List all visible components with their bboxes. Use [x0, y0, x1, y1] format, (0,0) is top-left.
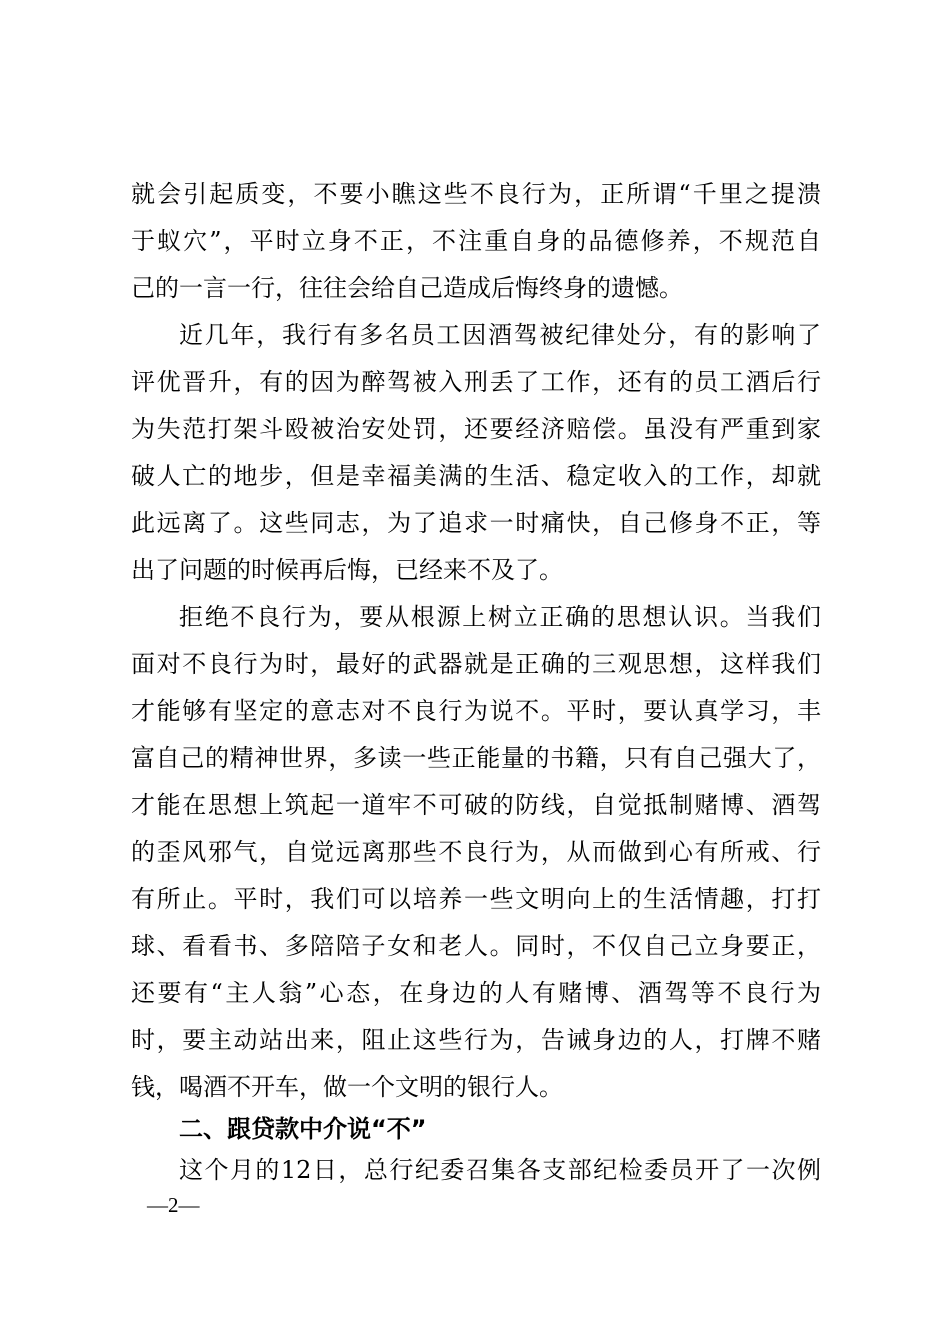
text-line: 这个月的12日，总行纪委召集各支部纪检委员开了一次例: [179, 1156, 821, 1184]
text-line: 拒绝不良行为，要从根源上树立正确的思想认识。当我们: [179, 603, 821, 631]
text-line: 评优晋升，有的因为醉驾被入刑丢了工作，还有的员工酒后行: [131, 368, 821, 396]
text-line: 钱，喝酒不开车，做一个文明的银行人。: [131, 1073, 563, 1101]
text-line: 富自己的精神世界，多读一些正能量的书籍，只有自己强大了，: [131, 744, 821, 772]
text-line: 时，要主动站出来，阻止这些行为，告诫身边的人，打牌不赌: [131, 1026, 821, 1054]
text-line: 破人亡的地步，但是幸福美满的生活、稳定收入的工作，却就: [131, 462, 821, 490]
text-line: 此远离了。这些同志，为了追求一时痛快，自己修身不正，等: [131, 509, 821, 537]
page-number: —2—: [147, 1193, 200, 1217]
text-line: 为失范打架斗殴被治安处罚，还要经济赔偿。虽没有严重到家: [131, 415, 821, 443]
text-line: 近几年，我行有多名员工因酒驾被纪律处分，有的影响了: [179, 321, 821, 349]
text-line: 才能够有坚定的意志对不良行为说不。平时，要认真学习，丰: [131, 697, 821, 725]
text-line: 球、看看书、多陪陪子女和老人。同时，不仅自己立身要正，: [131, 932, 821, 960]
text-line: 才能在思想上筑起一道牢不可破的防线，自觉抵制赌博、酒驾: [131, 791, 821, 819]
text-line: 面对不良行为时，最好的武器就是正确的三观思想，这样我们: [131, 650, 821, 678]
text-line: 有所止。平时，我们可以培养一些文明向上的生活情趣，打打: [131, 885, 821, 913]
text-line: 就会引起质变，不要小瞧这些不良行为，正所谓“千里之提溃: [131, 180, 821, 208]
text-line: 出了问题的时候再后悔，已经来不及了。: [131, 556, 563, 584]
text-line: 己的一言一行，往往会给自己造成后悔终身的遗憾。: [131, 274, 683, 302]
text-line: 的歪风邪气，自觉远离那些不良行为，从而做到心有所戒、行: [131, 838, 821, 866]
text-line: 于蚁穴”，平时立身不正，不注重自身的品德修养，不规范自: [131, 227, 821, 255]
section-heading: 二、跟贷款中介说“不”: [179, 1115, 427, 1143]
text-line: 还要有“主人翁”心态，在身边的人有赌博、酒驾等不良行为: [131, 979, 821, 1007]
